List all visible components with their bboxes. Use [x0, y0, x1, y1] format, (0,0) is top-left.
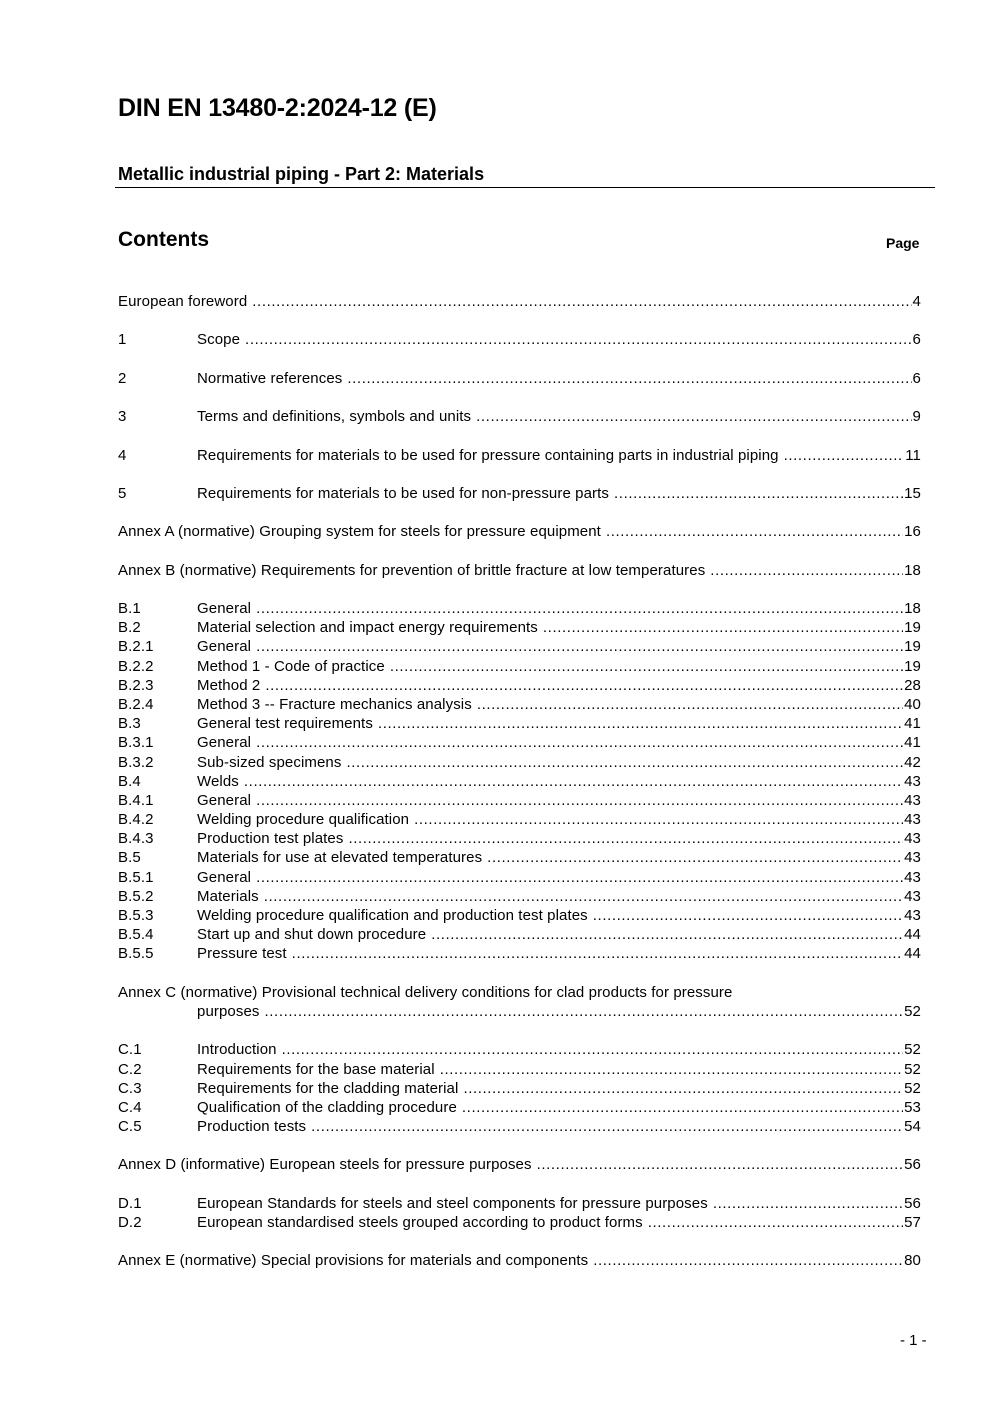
toc-entry-number: D.1 [118, 1194, 142, 1212]
toc-entry[interactable] [118, 369, 921, 388]
toc-entry[interactable] [118, 733, 921, 752]
page-column-label: Page [886, 235, 920, 251]
toc-entry-title: Materials for use at elevated temperatures [197, 849, 483, 867]
toc-dot-leader [614, 484, 903, 503]
toc-entry-page: 43 [904, 791, 921, 809]
toc-entry-number: B.4.3 [118, 830, 154, 848]
toc-entry-page: 52 [904, 1041, 921, 1059]
toc-entry-number: 3 [118, 408, 127, 426]
toc-dot-leader [252, 292, 911, 311]
toc-entry-title: General [197, 791, 252, 809]
toc-entry-title: Sub-sized specimens [197, 753, 342, 771]
toc-entry-title: Annex B (normative) Requirements for prevention of brittle fracture at low temperatures [118, 561, 706, 579]
toc-entry[interactable] [118, 599, 921, 618]
toc-entry[interactable] [118, 791, 921, 810]
toc-dot-leader [648, 1213, 903, 1232]
toc-entry-title: General [197, 600, 252, 617]
toc-entry-number: B.4.2 [118, 811, 154, 829]
toc-entry[interactable] [118, 1213, 921, 1232]
toc-dot-leader [414, 810, 903, 829]
toc-entry[interactable] [118, 1098, 921, 1117]
toc-entry-title: Normative references [197, 369, 343, 387]
toc-entry-page: 11 [905, 446, 921, 464]
toc-entry-title: Welds [197, 772, 239, 790]
toc-entry[interactable] [118, 1117, 921, 1136]
toc-entry[interactable] [118, 407, 921, 426]
toc-entry-page: 40 [904, 695, 921, 713]
toc-entry-number: B.5.1 [118, 868, 154, 886]
toc-entry-page: 54 [904, 1118, 921, 1136]
toc-entry-title: Annex D (informative) European steels for pressure purposes [118, 1156, 532, 1174]
toc-entry-number: C.4 [118, 1098, 142, 1116]
toc-entry-page: 52 [904, 1060, 921, 1078]
toc-dot-leader [245, 330, 912, 349]
toc-dot-leader [463, 1079, 903, 1098]
toc-entry-number: B.5.2 [118, 887, 154, 905]
toc-entry-title: Welding procedure qualification [197, 811, 410, 829]
toc-entry[interactable] [118, 944, 921, 963]
toc-entry-number: 4 [118, 446, 127, 464]
toc-entry[interactable] [118, 1079, 921, 1098]
toc-dot-leader [593, 1251, 903, 1270]
footer-page-number: - 1 - [900, 1332, 927, 1349]
toc-entry[interactable] [118, 983, 921, 1002]
toc-entry-number: C.2 [118, 1060, 142, 1078]
toc-entry[interactable] [118, 292, 921, 311]
toc-dot-leader [256, 599, 903, 618]
toc-entry-number: B.2.2 [118, 657, 154, 675]
toc-entry-number: B.5.3 [118, 907, 154, 924]
toc-entry-page: 44 [904, 926, 921, 944]
toc-entry-number: C.3 [118, 1079, 142, 1097]
toc-entry-number: B.4.1 [118, 791, 154, 809]
toc-entry-title: Pressure test [197, 945, 287, 963]
toc-entry-page: 18 [904, 600, 921, 617]
toc-dot-leader [593, 906, 903, 925]
toc-entry-page: 28 [904, 676, 921, 694]
toc-dot-leader [543, 618, 903, 637]
toc-dot-leader [440, 1060, 903, 1079]
toc-dot-leader [606, 522, 903, 541]
toc-entry-title: European foreword [118, 293, 248, 310]
toc-entry-title: Method 1 - Code of practice [197, 657, 385, 675]
toc-entry-page: 9 [912, 408, 921, 426]
toc-entry-title: Introduction [197, 1041, 277, 1059]
toc-entry-number: 1 [118, 331, 127, 349]
toc-entry-number: B.2 [118, 619, 141, 637]
toc-entry-page: 56 [904, 1156, 921, 1174]
toc-dot-leader [476, 407, 911, 426]
toc-entry-page: 43 [904, 868, 921, 886]
toc-entry-page: 80 [904, 1252, 921, 1270]
toc-entry[interactable] [118, 1002, 921, 1021]
toc-entry-title: Start up and shut down procedure [197, 926, 427, 944]
toc-entry[interactable] [118, 1194, 921, 1213]
toc-entry[interactable] [118, 848, 921, 867]
toc-entry[interactable] [118, 1251, 921, 1270]
toc-entry[interactable] [118, 1040, 921, 1059]
toc-entry-title: General [197, 638, 252, 656]
contents-heading: Contents [118, 228, 209, 251]
toc-entry-number: C.5 [118, 1118, 142, 1136]
toc-entry-title: General [197, 734, 252, 752]
toc-entry-number: B.2.4 [118, 695, 154, 713]
toc-entry-page: 18 [904, 561, 921, 579]
toc-entry-number: 5 [118, 484, 127, 502]
toc-entry[interactable] [118, 695, 921, 714]
toc-entry-page: 43 [904, 772, 921, 790]
toc-entry-title: purposes [197, 1002, 260, 1020]
table-of-contents [118, 292, 921, 1271]
toc-entry[interactable] [118, 676, 921, 695]
toc-entry-number: B.3 [118, 715, 141, 733]
toc-entry-page: 42 [904, 753, 921, 771]
toc-entry[interactable] [118, 925, 921, 944]
toc-dot-leader [265, 1002, 904, 1021]
toc-entry-title: Material selection and impact energy requirements [197, 619, 538, 637]
toc-entry-title: Requirements for materials to be used for pressure containing parts in industrial piping [197, 446, 779, 464]
toc-entry[interactable] [118, 618, 921, 637]
toc-dot-leader [282, 1040, 904, 1059]
toc-entry[interactable] [118, 446, 921, 465]
toc-entry[interactable] [118, 637, 921, 656]
toc-entry-page: 44 [904, 945, 921, 963]
toc-dot-leader [710, 561, 903, 580]
toc-dot-leader [292, 944, 903, 963]
toc-entry-number: D.2 [118, 1214, 142, 1231]
toc-entry-page: 56 [904, 1194, 921, 1212]
toc-entry-title: Requirements for the cladding material [197, 1079, 459, 1097]
toc-entry-title: Method 2 [197, 676, 261, 694]
toc-entry[interactable] [118, 330, 921, 349]
toc-dot-leader [346, 753, 903, 772]
toc-entry[interactable] [118, 1060, 921, 1079]
toc-entry-title: Materials [197, 887, 259, 905]
toc-entry-number: B.3.2 [118, 753, 154, 771]
toc-entry-title: Method 3 -- Fracture mechanics analysis [197, 695, 472, 713]
toc-dot-leader [477, 695, 903, 714]
toc-entry-page: 41 [904, 715, 921, 733]
toc-entry[interactable] [118, 887, 921, 906]
toc-dot-leader [244, 772, 903, 791]
toc-entry-title: Requirements for the base material [197, 1060, 435, 1078]
toc-entry-title: Qualification of the cladding procedure [197, 1098, 457, 1116]
toc-entry[interactable] [118, 753, 921, 772]
toc-dot-leader [265, 676, 903, 695]
toc-entry-page: 4 [912, 293, 921, 310]
toc-entry-page: 57 [904, 1214, 921, 1231]
toc-entry-page: 15 [904, 484, 921, 502]
toc-entry-page: 43 [904, 907, 921, 924]
toc-dot-leader [462, 1098, 903, 1117]
toc-entry-title: General [197, 868, 252, 886]
document-subtitle: Metallic industrial piping - Part 2: Materials [118, 164, 485, 184]
toc-entry-title: Welding procedure qualification and production test plates [197, 907, 588, 924]
toc-dot-leader [713, 1194, 903, 1213]
toc-entry-page: 19 [904, 657, 921, 675]
toc-dot-leader [378, 714, 903, 733]
toc-entry-page: 53 [904, 1098, 921, 1116]
toc-entry-page: 43 [904, 887, 921, 905]
toc-entry-title: General test requirements [197, 715, 373, 733]
toc-entry[interactable] [118, 657, 921, 676]
toc-entry-page: 41 [904, 734, 921, 752]
toc-entry-title: Annex C (normative) Provisional technical delivery conditions for clad products for pressure [118, 983, 733, 1001]
toc-entry-title: European Standards for steels and steel components for pressure purposes [197, 1194, 708, 1212]
toc-dot-leader [431, 925, 903, 944]
toc-entry-title: European standardised steels grouped according to product forms [197, 1214, 643, 1231]
toc-entry[interactable] [118, 906, 921, 925]
toc-dot-leader [256, 868, 903, 887]
toc-entry-page: 19 [904, 619, 921, 637]
toc-entry-number: B.5.4 [118, 926, 154, 944]
toc-entry-number: B.2.1 [118, 638, 154, 656]
document-id: DIN EN 13480-2:2024-12 (E) [118, 94, 437, 122]
toc-dot-leader [256, 733, 903, 752]
toc-entry[interactable] [118, 484, 921, 503]
toc-dot-leader [784, 446, 905, 465]
toc-entry-number: B.2.3 [118, 676, 154, 694]
toc-entry-number: B.1 [118, 600, 141, 617]
toc-entry[interactable] [118, 772, 921, 791]
toc-dot-leader [487, 848, 903, 867]
toc-entry-title: Production test plates [197, 830, 344, 848]
toc-dot-leader [390, 657, 903, 676]
toc-entry-title: Annex A (normative) Grouping system for steels for pressure equipment [118, 523, 601, 541]
toc-entry-page: 43 [904, 830, 921, 848]
header-rule [115, 187, 935, 188]
toc-dot-leader [537, 1155, 904, 1174]
toc-dot-leader [311, 1117, 903, 1136]
toc-entry-number: B.4 [118, 772, 141, 790]
toc-entry[interactable] [118, 868, 921, 887]
toc-entry[interactable] [118, 1155, 921, 1174]
toc-entry[interactable] [118, 522, 921, 541]
toc-entry-number: B.5.5 [118, 945, 154, 963]
toc-dot-leader [348, 829, 903, 848]
toc-entry-page: 43 [904, 811, 921, 829]
toc-entry-number: B.5 [118, 849, 141, 867]
toc-dot-leader [256, 791, 903, 810]
toc-entry[interactable] [118, 829, 921, 848]
toc-entry-page: 52 [904, 1079, 921, 1097]
toc-dot-leader [347, 369, 911, 388]
toc-entry-page: 6 [912, 331, 921, 349]
toc-dot-leader [256, 637, 903, 656]
toc-entry-title: Scope [197, 331, 241, 349]
toc-entry-number: B.3.1 [118, 734, 154, 752]
toc-entry-title: Annex E (normative) Special provisions for materials and components [118, 1252, 589, 1270]
toc-entry-title: Production tests [197, 1118, 307, 1136]
toc-entry-number: 2 [118, 369, 127, 387]
toc-entry[interactable] [118, 561, 921, 580]
toc-entry-page: 43 [904, 849, 921, 867]
toc-entry[interactable] [118, 810, 921, 829]
toc-entry[interactable] [118, 714, 921, 733]
toc-entry-page: 19 [904, 638, 921, 656]
toc-entry-number: C.1 [118, 1041, 142, 1059]
toc-dot-leader [264, 887, 903, 906]
toc-entry-page: 52 [904, 1002, 921, 1020]
toc-entry-title: Requirements for materials to be used for non-pressure parts [197, 484, 610, 502]
toc-entry-title: Terms and definitions, symbols and units [197, 408, 472, 426]
toc-entry-page: 6 [912, 369, 921, 387]
toc-entry-page: 16 [904, 523, 921, 541]
